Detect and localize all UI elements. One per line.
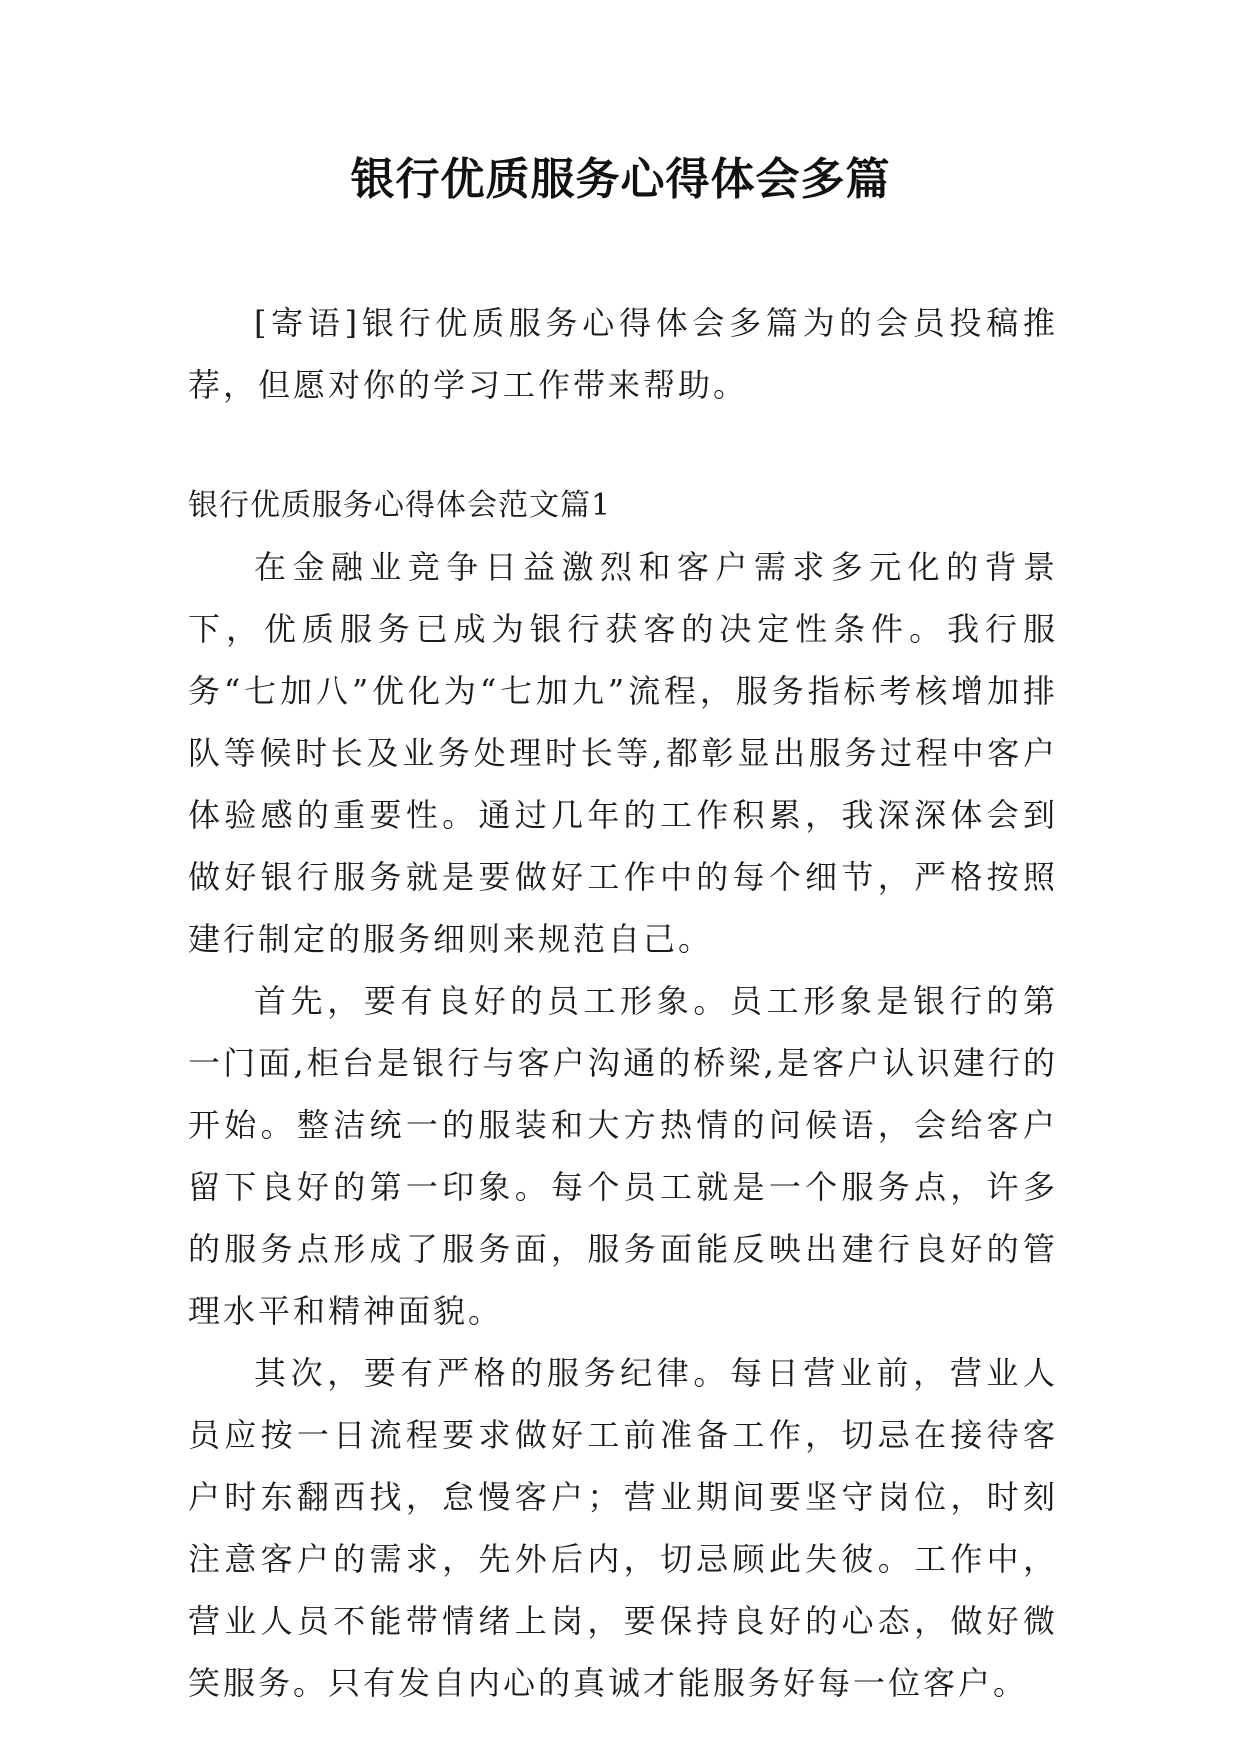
section-heading: 银行优质服务心得体会范文篇1 [188, 488, 612, 523]
document-title: 银行优质服务心得体会多篇 [350, 154, 891, 205]
body-paragraph: 首先，要有良好的员工形象。员工形象是银行的第一门面,柜台是银行与客户沟通的桥梁,是客户认识建行的开始。整洁统一的服装和大方热情的问候语，会给客户留下良好的第一印象。每个员工就是一个服务点，许多的服务点形成了服务面，服务面能反映出建行良好的管理水平和精神面貌。 [188, 982, 1058, 1330]
body-paragraph: 其次，要有严格的服务纪律。每日营业前，营业人员应按一日流程要求做好工前准备工作，切忌在接待客户时东翻西找，怠慢客户；营业期间要坚守岗位，时刻注意客户的需求，先外后内，切忌顾此失彼。工作中，营业人员不能带情绪上岗，要保持良好的心态，做好微笑服务。只有发自内心的真诚才能服务好每一位客户。 [188, 1354, 1058, 1702]
document-body [188, 292, 1058, 1714]
body-paragraph: 在金融业竞争日益激烈和客户需求多元化的背景下，优质服务已成为银行获客的决定性条件。我行服务“七加八”优化为“七加九”流程，服务指标考核增加排队等候时长及业务处理时长等,都彰显出服务过程中客户体验感的重要性。通过几年的工作积累，我深深体会到做好银行服务就是要做好工作中的每个细节，严格按照建行制定的服务细则来规范自己。 [188, 548, 1058, 958]
intro-paragraph: [寄语]银行优质服务心得体会多篇为的会员投稿推荐，但愿对你的学习工作带来帮助。 [188, 304, 1058, 404]
